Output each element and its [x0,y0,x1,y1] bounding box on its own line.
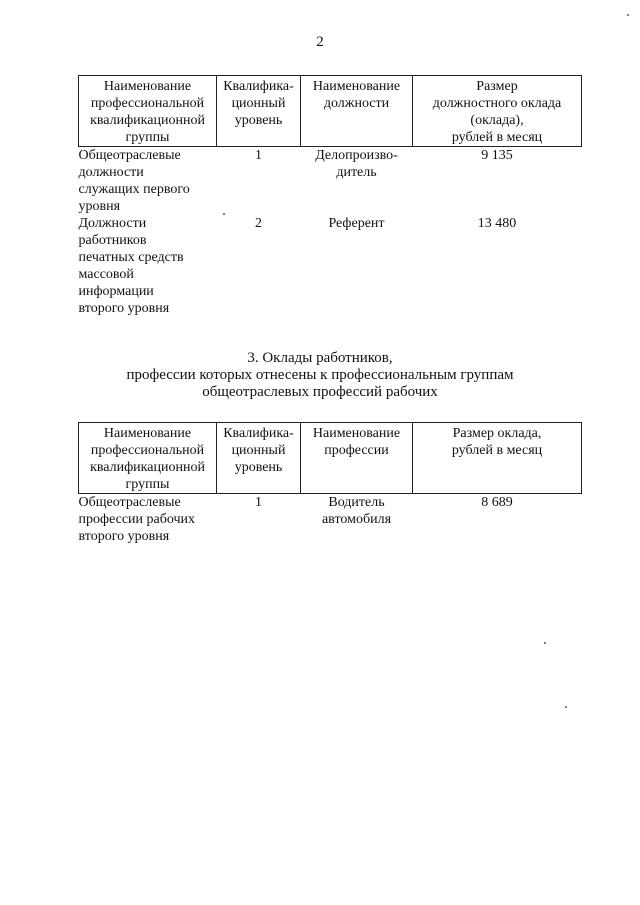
cell-level: 2 [255,216,262,231]
header-qualification-level: Квалифика- ционный уровень [217,423,301,494]
cell-position: Делопроизво- дитель [315,148,398,180]
header-qualification-group: Наименование профессиональной квалификационной группы [79,76,217,147]
table-row [79,147,582,216]
cell-salary: 13 480 [477,216,517,231]
header-salary: Размер должностного оклада (оклада), рублей в месяц [413,76,582,147]
salary-table-workers [78,422,582,545]
cell-level: 1 [255,148,262,163]
cell-level: 1 [255,495,262,510]
table-header-row [79,76,582,147]
scan-speck [627,14,629,16]
scan-speck [544,642,546,644]
table-row [79,215,582,317]
header-profession-name: Наименование профессии [301,423,413,494]
section-heading: 3. Оклады работников, профессии которых отнесены к профессиональным группам общеотраслевых профессий рабочих [126,350,514,400]
cell-group: Общеотраслевые профессии рабочих второго уровня [78,495,196,544]
cell-group: Должности работников печатных средств массовой информации второго уровня [78,216,184,316]
cell-salary: 9 135 [481,148,513,163]
cell-salary: 8 689 [481,495,513,510]
scan-speck [223,213,225,215]
page-number: 2 [316,34,324,50]
salary-table-employees [78,75,582,317]
header-qualification-group: Наименование профессиональной квалификационной группы [79,423,217,494]
scan-speck [565,706,567,708]
cell-profession: Водитель автомобиля [321,495,392,527]
header-qualification-level: Квалифика- ционный уровень [217,76,301,147]
table-row [79,494,582,546]
cell-position: Референт [328,216,385,231]
cell-group: Общеотраслевые должности служащих первого уровня [78,148,190,214]
header-salary: Размер оклада, рублей в месяц [413,423,582,494]
header-position-name: Наименование должности [301,76,413,147]
table-header-row [79,423,582,494]
